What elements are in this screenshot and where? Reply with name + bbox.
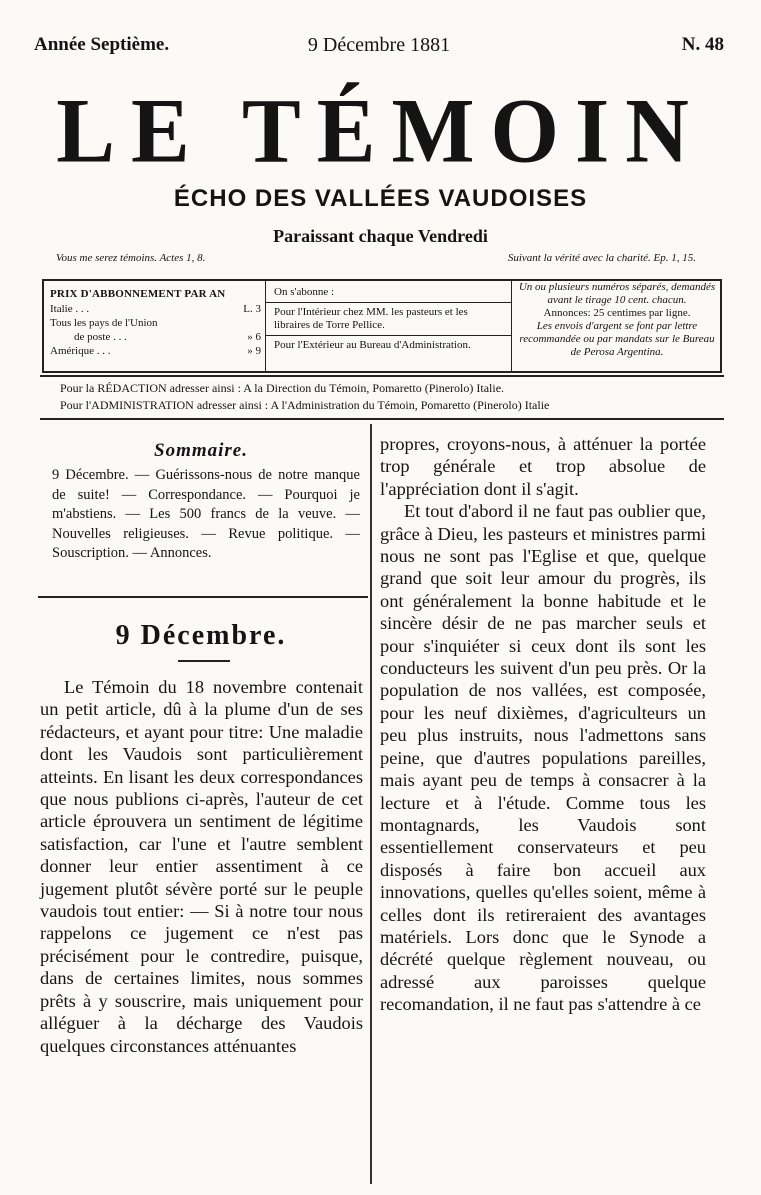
administration-address: Pour l'ADMINISTRATION adresser ainsi : A l'Administration du Témoin, Pomaretto (Pinerolo) Italie [60,398,550,412]
divider [40,418,724,420]
redaction-address: Pour la RÉDACTION adresser ainsi : A la Direction du Témoin, Pomaretto (Pinerolo) Italie. [60,381,505,395]
price-row: Tous les pays de l'Union [50,317,158,329]
sommaire-text: 9 Décembre. — Guérissons-nous de notre manque de suite! — Correspondance. — Pourquoi je m'abstiens. — Les 500 francs de la veuve. — Nouvelles religieuses. — Revue politique. — Souscription. — Annonces. [52,467,360,561]
issue-info-line [34,34,724,60]
divider [38,596,368,598]
abonne-exterior: Pour l'Extérieur au Bureau d'Administration. [274,339,471,351]
issue-date: 9 Décembre 1881 [307,34,451,56]
price-row: de poste . . . » 6 [74,331,261,343]
column-separator [370,424,372,1184]
sommaire-heading: Sommaire. [154,440,248,461]
title-underline [178,660,230,662]
abonne-interior: Pour l'Intérieur chez MM. les pasteurs et les libraires de Torre Pellice. [274,306,468,331]
numbers-note: Un ou plusieurs numéros séparés, demandés avant le tirage 10 cent. chacun. [518,281,716,306]
article-body-left: Le Témoin du 18 novembre contenait un petit article, dû à la plume d'un de ses rédacteurs, et ayant pour titre: Une maladie dont les Vaudois sont particulièrement atteints. En lisant les deux correspondances que nous publions ci-après, l'auteur de cet article éprouvera un sentiment de légitime satisfaction, car l'une et l'autre semblent donner leur entier assentiment à ce jugement plutôt sévère porté sur le peuple vaudois tout entier: — Si à notre tour nous rappelons ce jugement ce n'est pas précisément pour le contredire, puisque, dans de certaines limites, nous sommes prêts à y souscrire, mais uniquement pour alléguer à la décharge des Vaudois quelques circonstances atténuantes [40,677,363,1056]
newspaper-subtitle: ÉCHO DES VALLÉES VAUDOISES [173,185,588,212]
motto-line [56,252,696,272]
motto-left: Vous me serez témoins. Actes 1, 8. [56,252,206,264]
newspaper-title: LE TÉMOIN [56,80,705,183]
annonces-note: Annonces: 25 centimes par ligne. [543,307,691,319]
subscription-places [266,281,512,371]
abonne-title: On s'abonne : [274,286,335,298]
subscription-notes [512,281,720,371]
volume-year: Année Septième. [34,34,170,55]
price-row: Amérique . . . » 9 [50,345,261,357]
subscription-prices [44,281,266,371]
issue-number: N. 48 [681,34,724,55]
price-row: Italie . . . L. 3 [50,303,261,315]
publication-frequency: Paraissant chaque Vendredi [273,226,488,246]
divider [40,375,724,377]
article-body-right [380,433,706,1016]
prices-heading: PRIX D'ABBONNEMENT PAR AN [50,288,226,300]
subscription-box [42,279,722,373]
envois-note: Les envois d'argent se font par lettre recommandée ou par mandats sur le Bureau de Perosa Argentina. [519,320,715,358]
article-paragraph: propres, croyons-nous, à atténuer la portée trop générale et trop absolue de l'appréciation dont il s'agit. [380,434,706,499]
article-title: 9 Décembre. [115,620,287,651]
article-paragraph: Et tout d'abord il ne faut pas oublier que, grâce à Dieu, les pasteurs et ministres parmi nous ne sont pas l'Eglise et que, quelque grand que soit leur amour du progrès, ils ont généralement la bonne habitude et le sincère désir de ne pas marcher seuls et pour s'inquiéter si ceux dont ils sont les conducteurs les suivent d'un peu près. Or la population de nos vallées, est composée, pour les neuf dixièmes, d'agriculteurs un peu plus instruits, nous l'admettons sans peine, que d'autres populations pareilles, mais ayant peu de temps à consacrer à la lecture et à l'étude. Comme tous les montagnards, les Vaudois sont essentiellement conservateurs et peu disposés à faire bon accueil aux innovations, quelles qu'elles soient, même à celles dont ils retireraient des avantages matériels. Lors donc que le Synode a décrété quelque règlement nouveau, ou adressé aux paroisses quelque recomandation, il ne faut pas s'attendre à ce [380,501,706,1015]
motto-right: Suivant la vérité avec la charité. Ep. 1, 15. [507,252,696,264]
